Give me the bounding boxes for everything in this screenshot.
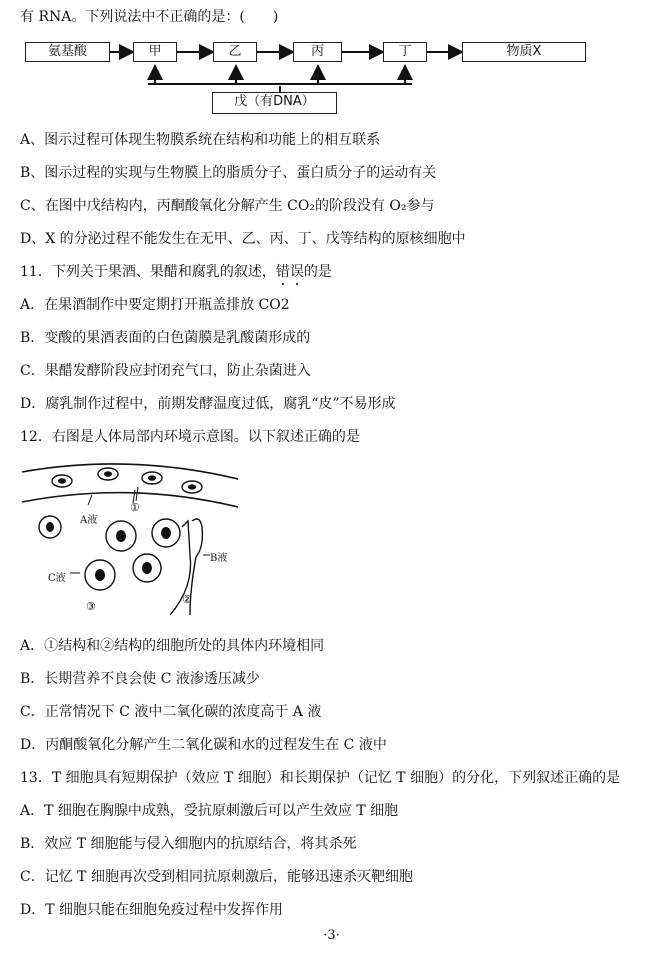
tissue-diagram <box>20 457 240 617</box>
q13-option-a: A．T 细胞在胸腺中成熟，受抗原刺激后可以产生效应 T 细胞 <box>20 803 399 819</box>
flow-box-bing: 丙 <box>293 42 342 62</box>
label-2: ② <box>182 593 192 606</box>
q11-option-b: B．变酸的果酒表面的白色菌膜是乳酸菌形成的 <box>20 330 311 346</box>
q10-option-a: A、图示过程可体现生物膜系统在结构和功能上的相互联系 <box>20 132 381 148</box>
q13-option-d: D．T 细胞只能在细胞免疫过程中发挥作用 <box>20 902 284 918</box>
page-number: ·3· <box>323 928 340 943</box>
flow-box-jia: 甲 <box>133 42 177 62</box>
flow-box-ding: 丁 <box>383 42 427 62</box>
q12-option-b: B．长期营养不良会使 C 液渗透压减少 <box>20 671 260 687</box>
q12-stem: 12．右图是人体局部内环境示意图。以下叙述正确的是 <box>20 429 360 445</box>
q11-stem <box>20 263 332 281</box>
label-c-fluid: C液 <box>48 573 66 584</box>
flow-box-wu: 戊（有DNA） <box>212 92 337 114</box>
label-b-fluid: B液 <box>210 553 228 564</box>
q11-option-c: C．果醋发酵阶段应封闭充气口，防止杂菌进入 <box>20 363 311 379</box>
q10-option-b: B、图示过程的实现与生物膜上的脂质分子、蛋白质分子的运动有关 <box>20 165 437 181</box>
q12-option-c: C．正常情况下 C 液中二氧化碳的浓度高于 A 液 <box>20 704 322 720</box>
emphasis-char-1: 错 <box>275 264 290 280</box>
q12-option-d: D．丙酮酸氧化分解产生二氧化碳和水的过程发生在 C 液中 <box>20 737 387 753</box>
q13-stem: 13．T 细胞具有短期保护（效应 T 细胞）和长期保护（记忆 T 细胞）的分化，下列叙述正确的是 <box>20 770 621 786</box>
q10-option-d: D、X 的分泌过程不能发生在无甲、乙、丙、丁、戊等结构的原核细胞中 <box>20 231 466 247</box>
q11-stem-post: 的是 <box>303 264 332 280</box>
q13-option-c: C．记忆 T 细胞再次受到相同抗原刺激后，能够迅速杀灭靶细胞 <box>20 869 413 885</box>
flow-box-product: 物质X <box>462 42 586 62</box>
flow-box-yi: 乙 <box>213 42 257 62</box>
q13-option-b: B．效应 T 细胞能与侵入细胞内的抗原结合，将其杀死 <box>20 836 357 852</box>
tissue-drawing <box>20 457 240 617</box>
q11-option-d: D．腐乳制作过程中，前期发酵温度过低，腐乳“皮”不易形成 <box>20 396 396 412</box>
label-a-fluid: A液 <box>80 515 98 526</box>
q12-option-a: A．①结构和②结构的细胞所处的具体内环境相同 <box>20 638 325 654</box>
label-3: ③ <box>86 600 96 613</box>
question-10-stem-end: 有 RNA。下列说法中不正确的是：( ) <box>20 9 279 25</box>
q11-option-a: A．在果酒制作中要定期打开瓶盖排放 CO2 <box>20 297 290 313</box>
q10-option-c: C、在图中戊结构内，丙酮酸氧化分解产生 CO₂的阶段没有 O₂参与 <box>20 198 435 214</box>
flow-box-source: 氨基酸 <box>25 42 110 62</box>
emphasis-char-2: 误 <box>289 264 304 280</box>
label-1: ① <box>130 501 140 514</box>
q11-stem-pre: 11．下列关于果酒、果醋和腐乳的叙述， <box>20 264 276 280</box>
